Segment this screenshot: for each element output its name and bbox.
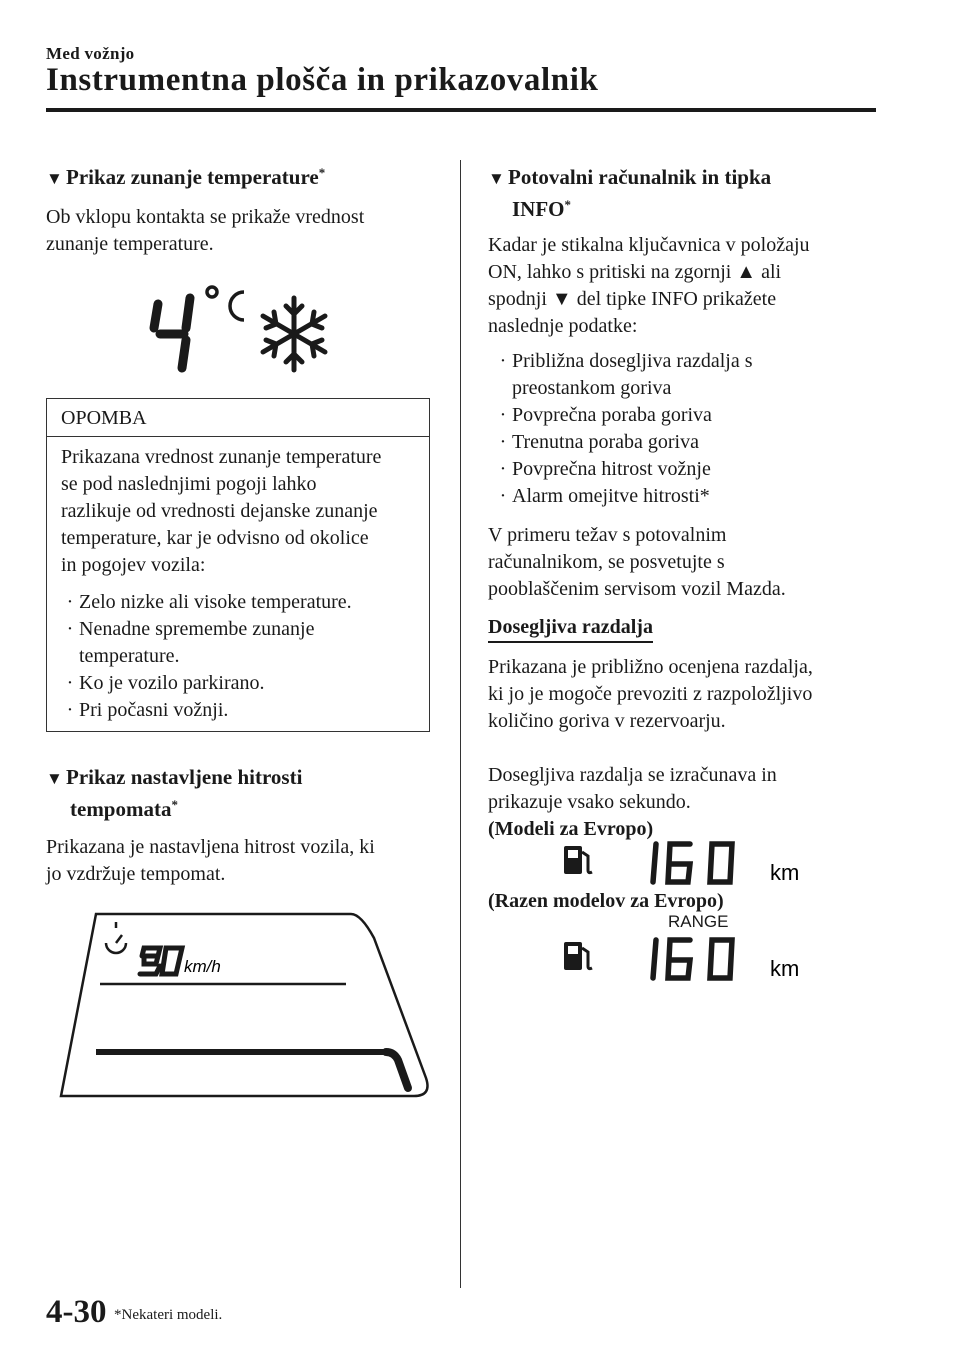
celsius-unit	[207, 287, 244, 320]
speed-unit: km/h	[184, 957, 221, 976]
range-unit: km	[770, 956, 800, 981]
trip-outro: V primeru težav s potovalnim računalnikom, se posvetujte s pooblaščenim servisom vozil Mazda.	[488, 524, 786, 600]
note-body: Prikazana vrednost zunanje temperature se pod naslednjimi pogoji lahko razlikuje od vrednosti dejanske zunanje temperature, kar je odvisno od okolice in pogojev vozila: · Zelo nizke ali visoke temperature. · Nenadne spremembe zunanje temperature. · Ko je vozilo parkirano. · Pri počasni vožnji.	[61, 444, 421, 724]
speed-digits	[140, 948, 182, 974]
fuel-pump-icon	[564, 942, 592, 970]
chapter-section-label: Med vožnjo	[46, 44, 135, 63]
range-tag: RANGE	[668, 912, 729, 931]
note-bullet: · Zelo nizke ali visoke temperature.	[66, 591, 352, 613]
trip-heading: ▼ Potovalni računalnik in tipka INFO*	[488, 165, 772, 221]
snowflake-icon	[263, 298, 325, 370]
range-display-europe	[560, 836, 820, 890]
note-bullet: · Nenadne spremembe zunanje temperature.	[66, 618, 315, 667]
cruise-speed-display	[56, 908, 436, 1108]
other-models-label: (Razen modelov za Evropo)	[488, 890, 724, 912]
range-unit: km	[770, 860, 800, 885]
trip-bullet-list	[494, 348, 904, 510]
speedometer-icon	[106, 922, 126, 953]
temp-heading: ▼ Prikaz zunanje temperature*	[46, 162, 446, 194]
note-bullet: · Ko je vozilo parkirano.	[66, 672, 265, 694]
note-box	[46, 398, 430, 732]
triangle-down-icon: ▼	[46, 169, 63, 188]
range-paragraph-1: Prikazana je približno ocenjena razdalja, ki jo je mogoče prevoziti z razpoložljivo količino goriva v rezervoarju.	[488, 656, 813, 732]
range-digits	[653, 940, 732, 978]
trip-bullet: · Približna dosegljiva razdalja s preostankom goriva	[499, 350, 753, 399]
triangle-down-icon: ▼	[488, 169, 505, 188]
trip-bullet: · Povprečna hitrost vožnje	[499, 458, 711, 480]
range-digits	[653, 844, 732, 882]
note-bullet: · Pri počasni vožnji.	[66, 699, 229, 721]
trip-intro: Kadar je stikalna ključavnica v položaju ON, lahko s pritiski na zgornji ▲ ali spodnji ▼ del tipke INFO prikažete naslednje podatke:	[488, 234, 810, 337]
europe-models-label: (Modeli za Evropo)	[488, 818, 654, 840]
footnote: *Nekateri modeli.	[114, 1307, 223, 1323]
range-display-other	[560, 932, 820, 986]
temp-body: Ob vklopu kontakta se prikaže vrednost zunanje temperature.	[46, 206, 365, 255]
range-subheading: Dosegljiva razdalja	[488, 614, 653, 643]
trip-bullet: · Trenutna poraba goriva	[499, 431, 699, 453]
outside-temp-display	[140, 278, 340, 378]
fuel-pump-icon	[564, 846, 592, 874]
trip-bullet: · Alarm omejitve hitrosti*	[499, 485, 710, 507]
header-rule	[46, 108, 876, 112]
triangle-down-icon: ▼	[46, 769, 63, 788]
note-heading: OPOMBA	[47, 399, 429, 437]
trip-bullet: · Povprečna poraba goriva	[499, 404, 712, 426]
column-divider	[460, 160, 461, 1288]
chapter-title: Instrumentna plošča in prikazovalnik	[46, 62, 599, 98]
cruise-body: Prikazana je nastavljena hitrost vozila, ki jo vzdržuje tempomat.	[46, 836, 375, 885]
temp-digit-4	[154, 298, 190, 368]
range-paragraph-2: Dosegljiva razdalja se izračunava in prikazuje vsako sekundo.	[488, 764, 777, 813]
cruise-heading: ▼ Prikaz nastavljene hitrosti tempomata*	[46, 765, 303, 821]
page-number: 4-30	[46, 1294, 107, 1330]
